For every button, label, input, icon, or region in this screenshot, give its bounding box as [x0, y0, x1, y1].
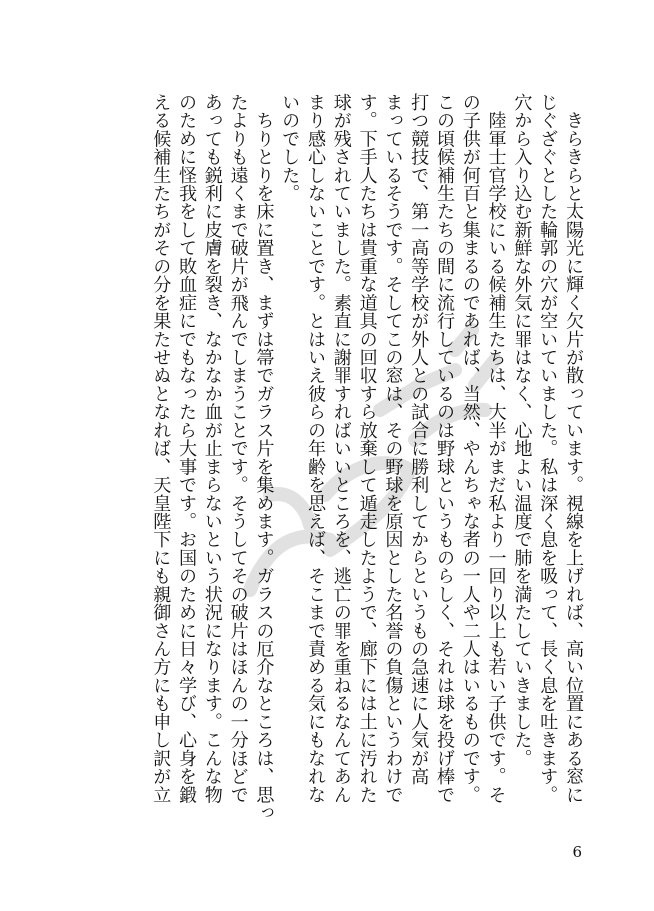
- text-line: 穴から入り込む新鮮な外気に罪はなく、心地よい温度で肺を満たしていきました。: [511, 93, 533, 768]
- text-line: 陸軍士官学校にいる候補生たちは、大半がまだ私より一回り以上も若い子供です。そ: [485, 93, 507, 804]
- text-line: じぐざぐとした輪郭の穴が空いていました。私は深く息を吸って、長く息を吐きます。: [537, 93, 559, 804]
- text-line: まり感心しないことです。とはいえ彼らの年齢を思えば、そこまで責める気にもなれな: [305, 93, 327, 804]
- page-number: 6: [572, 843, 582, 861]
- text-line: この頃候補生たちの間に流行しているのは野球というものらしく、それは球を投げ棒で: [434, 93, 456, 804]
- text-line: まっているそうです。そしてこの窓は、その野球を原因とした名誉の負傷というわけで: [382, 93, 404, 804]
- text-line: のために怪我をして敗血症にでもなったら大事です。お国のために日々学び、心身を鍛: [176, 93, 198, 804]
- text-line: 打つ競技で、第一高等学校が外人との試合に勝利してからというもの急速に人気が高: [408, 93, 430, 786]
- text-line: す。下手人たちは貴重な道具の回収すら放棄して遁走したようで、廊下には土に汚れた: [356, 93, 378, 804]
- text-line: える候補生たちがその分を果たせぬとなれば、天皇陛下にも親御さん方にも申し訳が立: [150, 93, 172, 804]
- text-line: きらきらと太陽光に輝く欠片が散っています。視線を上げれば、高い位置にある窓に: [563, 93, 584, 804]
- body-text: [147, 93, 586, 822]
- text-line: 球が残されていました。素直に謝罪すればいいところを、逃亡の罪を重ねるなんてあん: [330, 93, 352, 804]
- text-line: ちりとりを床に置き、まずは箒でガラス片を集めます。ガラスの厄介なところは、思っ: [253, 93, 275, 822]
- text-line: の子供が何百と集まるのであれば、当然、やんちゃな者の一人や二人はいるものです。: [459, 93, 481, 804]
- text-line: たよりも遠くまで破片が飛んでしまうことです。そうしてその破片はほんの一分ほどで: [227, 93, 249, 804]
- text-line: あっても鋭利に皮膚を裂き、なかなか血が止まらないという状況になります。こんな物: [201, 93, 223, 804]
- text-line: いのでした。: [279, 93, 301, 203]
